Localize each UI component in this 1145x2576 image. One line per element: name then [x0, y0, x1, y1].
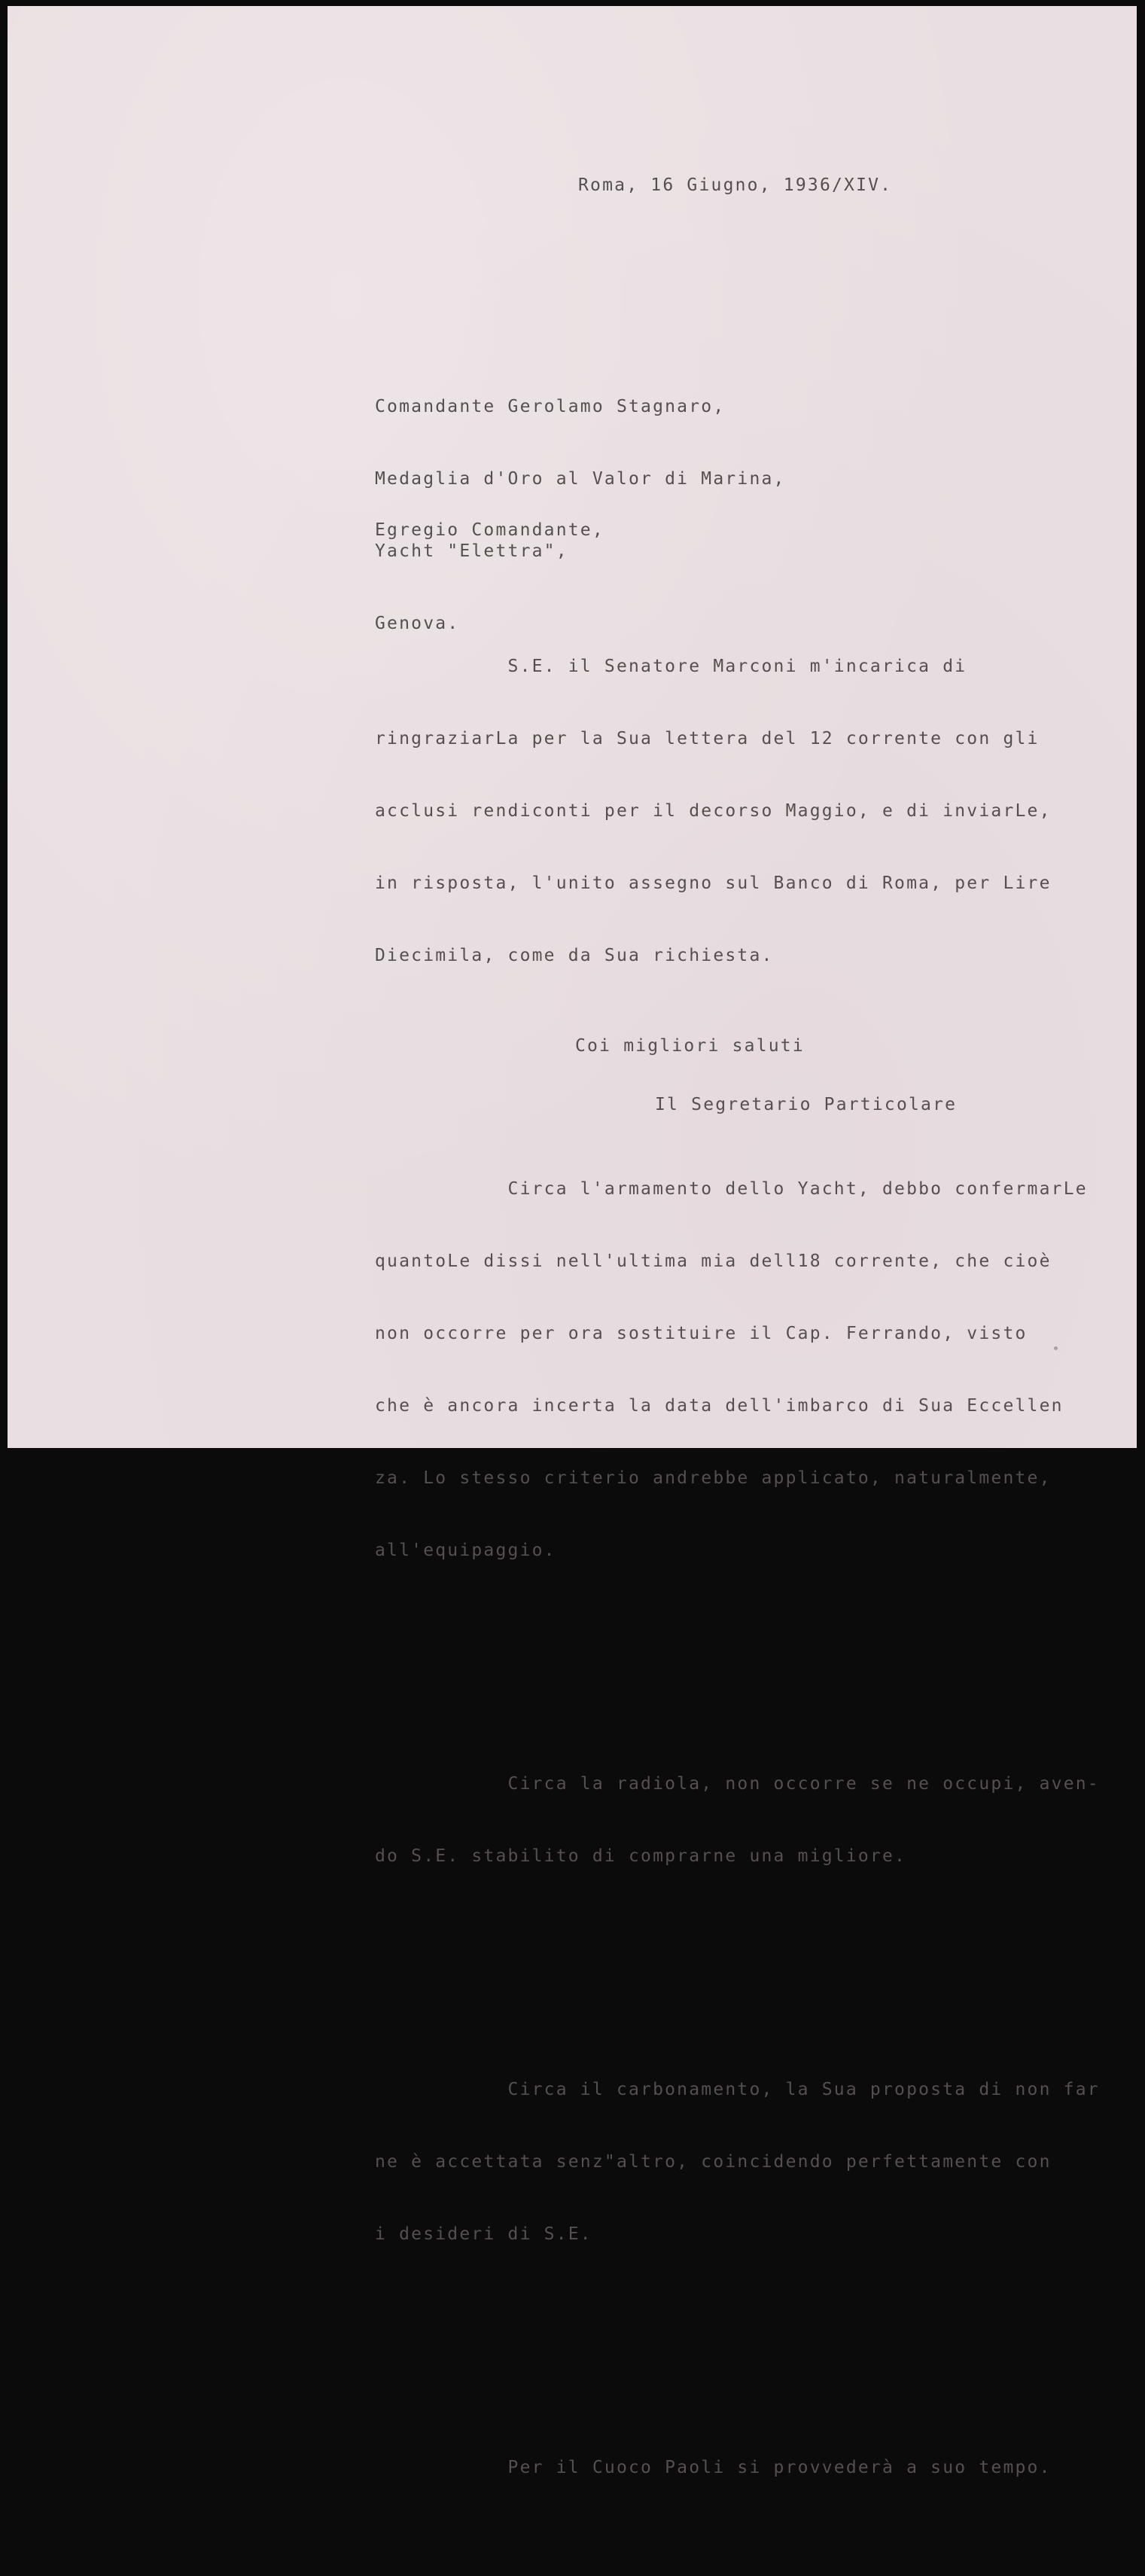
letter-page [8, 6, 1137, 2477]
body-line: Circa il carbonamento, la Sua proposta di non far [375, 2080, 1100, 2099]
body-line: ne è accettata senz"altro, coincidendo perfettamente con [375, 2152, 1052, 2172]
paragraph-cook [375, 2407, 1100, 2528]
body-line: acclusi rendiconti per il decorso Maggio, e di inviarLe, [375, 801, 1052, 821]
body-line: Diecimila, come da Sua richiesta. [375, 946, 774, 965]
body-line: che è ancora incerta la data dell'imbarco di Sua Eccellen [375, 1396, 1064, 1416]
body-line: non occorre per ora sostituire il Cap. Ferrando, visto [375, 1324, 1028, 1343]
body-line: i desideri di S.E. [375, 2224, 592, 2244]
body-line: ringraziarLa per la Sua lettera del 12 corrente con gli [375, 729, 1040, 748]
body-line: za. Lo stesso criterio andrebbe applicato, naturalmente, [375, 1468, 1052, 1488]
body-line: Circa l'armamento dello Yacht, debbo confermarLe [375, 1179, 1088, 1199]
letter-date: Roma, 16 Giugno, 1936/XIV. [578, 175, 893, 195]
letter-body [375, 558, 1100, 2576]
body-line: quantoLe dissi nell'ultima mia dell18 corrente, che cioè [375, 1251, 1052, 1271]
address-line: Yacht "Elettra", [375, 541, 568, 561]
body-line: Circa la radiola, non occorre se ne occupi, aven- [375, 1774, 1100, 1794]
body-line: all'equipaggio. [375, 1541, 556, 1560]
closing-line: Coi migliori saluti [575, 1036, 805, 1056]
salutation: Egregio Comandante, [375, 520, 604, 540]
paragraph-thanks [375, 606, 1100, 1016]
body-line: Per il Cuoco Paoli si provvederà a suo tempo. [375, 2458, 1052, 2477]
address-line: Comandante Gerolamo Stagnaro, [375, 397, 726, 416]
signature-title: Il Segretario Particolare [655, 1095, 958, 1114]
body-line: do S.E. stabilito di comprarne una migliore. [375, 1846, 907, 1866]
paragraph-radiola [375, 1724, 1100, 1916]
paragraph-armament [375, 1129, 1100, 1611]
body-line: S.E. il Senatore Marconi m'incarica di [375, 657, 967, 676]
paper-speck [1054, 1346, 1058, 1350]
body-line: in risposta, l'unito assegno sul Banco di Roma, per Lire [375, 873, 1052, 893]
paragraph-coaling [375, 2029, 1100, 2294]
address-line: Medaglia d'Oro al Valor di Marina, [375, 469, 786, 489]
address-line: Genova. [375, 614, 460, 633]
